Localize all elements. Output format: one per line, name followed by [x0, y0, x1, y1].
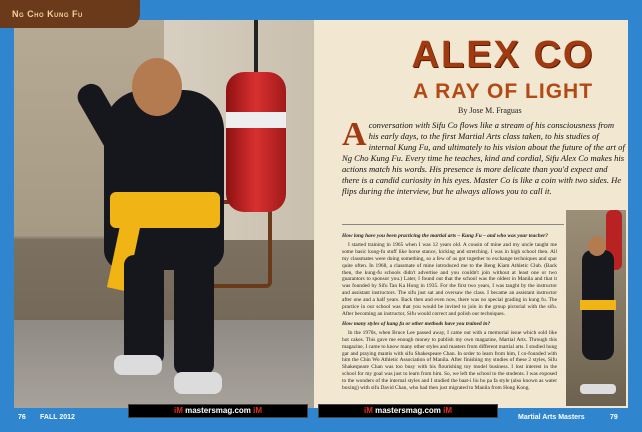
intro-text: conversation with Sifu Co flows like a stream of his consciousness from his early days, to the first Martial Arts class taken, to his studies of internal Kung Fu, and ultimately to his vision about the future of the art of Ng Cho Kung Fu. Every time he teaches, kind and cordial, Sifu Alex Co makes his actions match his words. His presence is more delicate than you'd expect and there is a candid curiosity in his eyes. Master Co is like a coin with two sides. He flips during the interview, but he always allows you to call it.: [342, 120, 625, 196]
fighter-shoe-left: [114, 355, 162, 375]
fighter-leg-right: [174, 255, 214, 375]
article-body: [342, 230, 557, 394]
brand-mark: iM: [253, 406, 263, 415]
article-byline: By Jose M. Fraguas: [458, 106, 522, 115]
punching-bag: [226, 72, 286, 212]
article-subtitle: A RAY OF LIGHT: [412, 80, 594, 103]
page-number-right: 79: [610, 414, 618, 421]
page-number-left: 76: [18, 414, 26, 421]
article-column: [318, 20, 628, 412]
magazine-spread: [14, 20, 628, 412]
site-url: mastersmag.com: [375, 406, 441, 415]
brand-mark: iM: [443, 406, 453, 415]
question-2: How many styles of kung fu or other methods have you trained in?: [342, 320, 491, 327]
section-tag: Ng Cho Kung Fu: [0, 0, 140, 28]
fighter-shoe-right: [174, 372, 222, 394]
punching-bag-rope: [254, 20, 258, 80]
drop-cap: A: [342, 116, 367, 153]
brand-mark: iM: [363, 406, 373, 415]
brand-mark: iM: [173, 406, 183, 415]
site-url: mastersmag.com: [185, 406, 251, 415]
punching-bag-band: [226, 112, 286, 128]
site-banner-left[interactable]: [128, 404, 308, 418]
inset-shoe: [580, 384, 616, 394]
article-title: ALEX CO: [411, 34, 595, 76]
photo-floor-mat: [14, 320, 314, 412]
magazine-title: Martial Arts Masters: [518, 414, 585, 421]
issue-label: FALL 2012: [40, 414, 75, 421]
answer-1: I started training in 1965 when I was 12 years old. A cousin of mine and my uncle taught me some basic kung-fu stuff like horse stance, kicking and stretching. I was in high school then. All my classmates were doing something, so a few of us got together to exchange techniques and spar quite often. In 1968, a classmate of mine introduced me to the Beng Kiam Athletic Club. (Back then, the kung-fu schools didn't advertise and you couldn't join without at least one or two guarantors to sponsor you.) Later, I found out that the school was the oldest in Manila and that it was founded by Sifu Tan Ka Hong in 1935. For the first two years, I was taught by the instructor and assistant instructors. The sifu just sat and oversaw the class. I became an assistant instructor after one and a half years. Back then and even now, there was no special grading in kung fu. The practice in our school was that you would be invited to join in the group pictorial with the sifu. After becoming an instructor, Sifu would correct and polish our techniques.: [342, 241, 557, 317]
fighter-leg-left: [124, 255, 164, 365]
inset-photo: [564, 208, 628, 408]
article-intro: [342, 116, 626, 197]
fighter-head: [132, 58, 182, 116]
answer-2: In the 1970s, when Bruce Lee passed away, I came out with a memorial issue which sold like hot cakes. This gave me enough money to publish my own magazine, Martial Arts. Through this magazine, I came to know many other styles and masters from different martial arts. I studied hung gar and praying mantis with sifu Shakespeare Chan. In order to learn from him, I co-founded with him the Chin Wo Athletic Association of Manila. After finishing my studies of these 2 styles, Sifu Shakespeare Chan was too busy with his flourishing toy model business. I lost interest in the school for my goal was just to learn from him. So, we left the school to the students. I was exposed to the wonders of the internal styles and I studied the baat-i liu ho pa fa style (also known as water boxing) with sifu David Chan, who had then just migrated to Manila from Hong Kong.: [342, 329, 557, 392]
site-banner-right[interactable]: [318, 404, 498, 418]
main-photo: [14, 20, 314, 412]
inset-fighter-head: [588, 236, 606, 256]
question-1: How long have you been practicing the martial arts – Kung Fu – and who was your teacher?: [342, 233, 548, 239]
inset-sash: [580, 300, 616, 310]
